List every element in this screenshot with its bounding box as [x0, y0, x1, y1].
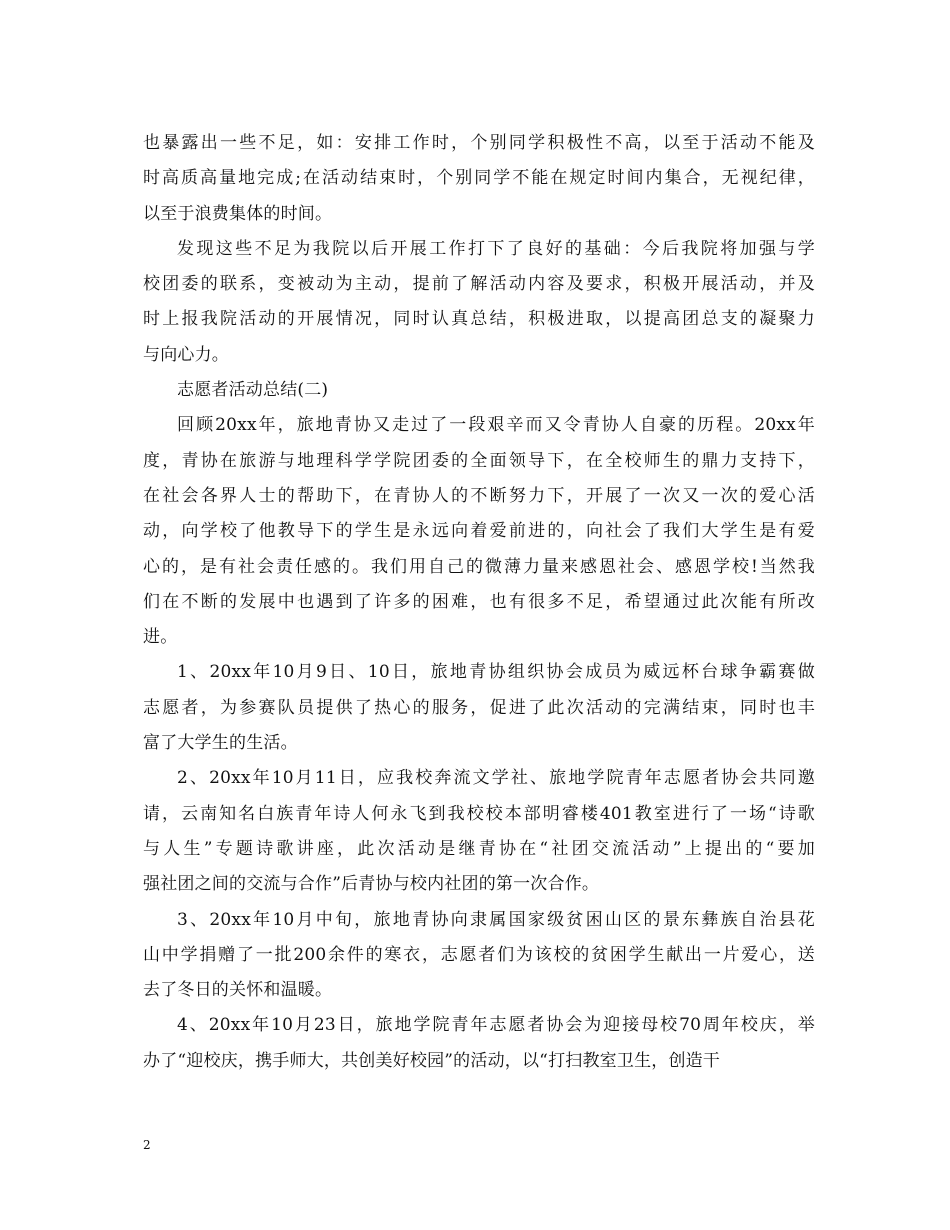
paragraph	[143, 126, 815, 232]
text-line: 时高质高量地完成;在活动结束时，个别同学不能在规定时间内集合，无视纪律，	[143, 168, 815, 189]
paragraph	[143, 655, 815, 761]
text-line: 山中学捐赠了一批200余件的寒衣，志愿者们为该校的贫困学生献出一片爱心，送	[143, 944, 815, 965]
text-line: 们在不断的发展中也遇到了许多的困难，也有很多不足，希望通过此次能有所改	[143, 591, 815, 612]
text-line: 与向心力。	[143, 344, 229, 365]
text-line: 回顾20xx年，旅地青协又走过了一段艰辛而又令青协人自豪的历程。20xx年	[177, 415, 815, 436]
text-line: 志愿者，为参赛队员提供了热心的服务，促进了此次活动的完满结束，同时也丰	[143, 697, 815, 718]
text-line: 富了大学生的生活。	[143, 733, 298, 754]
text-line: 强社团之间的交流与合作”后青协与校内社团的第一次合作。	[143, 874, 600, 895]
text-line: 去了冬日的关怀和温暖。	[143, 980, 333, 1001]
text-line: 进。	[143, 627, 178, 648]
text-line: 4、20xx年10月23日，旅地学院青年志愿者协会为迎接母校70周年校庆，举	[177, 1015, 815, 1036]
text-line: 与人生”专题诗歌讲座，此次活动是继青协在“社团交流活动”上提出的“要加	[143, 838, 815, 859]
paragraph	[143, 761, 815, 902]
paragraph	[143, 373, 815, 408]
text-line: 请，云南知名白族青年诗人何永飞到我校校本部明睿楼401教室进行了一场“诗歌	[143, 803, 815, 824]
text-line: 办了“迎校庆，携手师大，共创美好校园”的活动，以“打扫教室卫生，创造干	[143, 1050, 721, 1071]
text-line: 时上报我院活动的开展情况，同时认真总结，积极进取，以提高团总支的凝聚力	[143, 309, 815, 330]
document-body	[143, 126, 815, 1079]
paragraph	[143, 903, 815, 1009]
paragraph	[143, 408, 815, 655]
text-line: 以至于浪费集体的时间。	[143, 203, 333, 224]
text-line: 2、20xx年10月11日，应我校奔流文学社、旅地学院青年志愿者协会共同邀	[177, 768, 815, 789]
paragraph	[143, 232, 815, 373]
text-line: 发现这些不足为我院以后开展工作打下了良好的基础：今后我院将加强与学	[177, 238, 815, 259]
page-number: 2	[143, 1138, 151, 1152]
text-line: 在社会各界人士的帮助下，在青协人的不断努力下，开展了一次又一次的爱心活	[143, 485, 815, 506]
text-line: 心的，是有社会责任感的。我们用自己的微薄力量来感恩社会、感恩学校!当然我	[143, 556, 815, 577]
text-line: 动，向学校了他教导下的学生是永远向着爱前进的，向社会了我们大学生是有爱	[143, 521, 815, 542]
text-line: 3、20xx年10月中旬，旅地青协向隶属国家级贫困山区的景东彝族自治县花	[177, 909, 815, 930]
paragraph	[143, 1008, 815, 1079]
text-line: 度，青协在旅游与地理科学学院团委的全面领导下，在全校师生的鼎力支持下，	[143, 450, 815, 471]
text-line: 校团委的联系，变被动为主动，提前了解活动内容及要求，积极开展活动，并及	[143, 274, 815, 295]
text-line: 1、20xx年10月9日、10日，旅地青协组织协会成员为威远杯台球争霸赛做	[177, 662, 815, 683]
text-line: 志愿者活动总结(二)	[177, 380, 329, 401]
text-line: 也暴露出一些不足，如：安排工作时，个别同学积极性不高，以至于活动不能及	[143, 133, 815, 153]
